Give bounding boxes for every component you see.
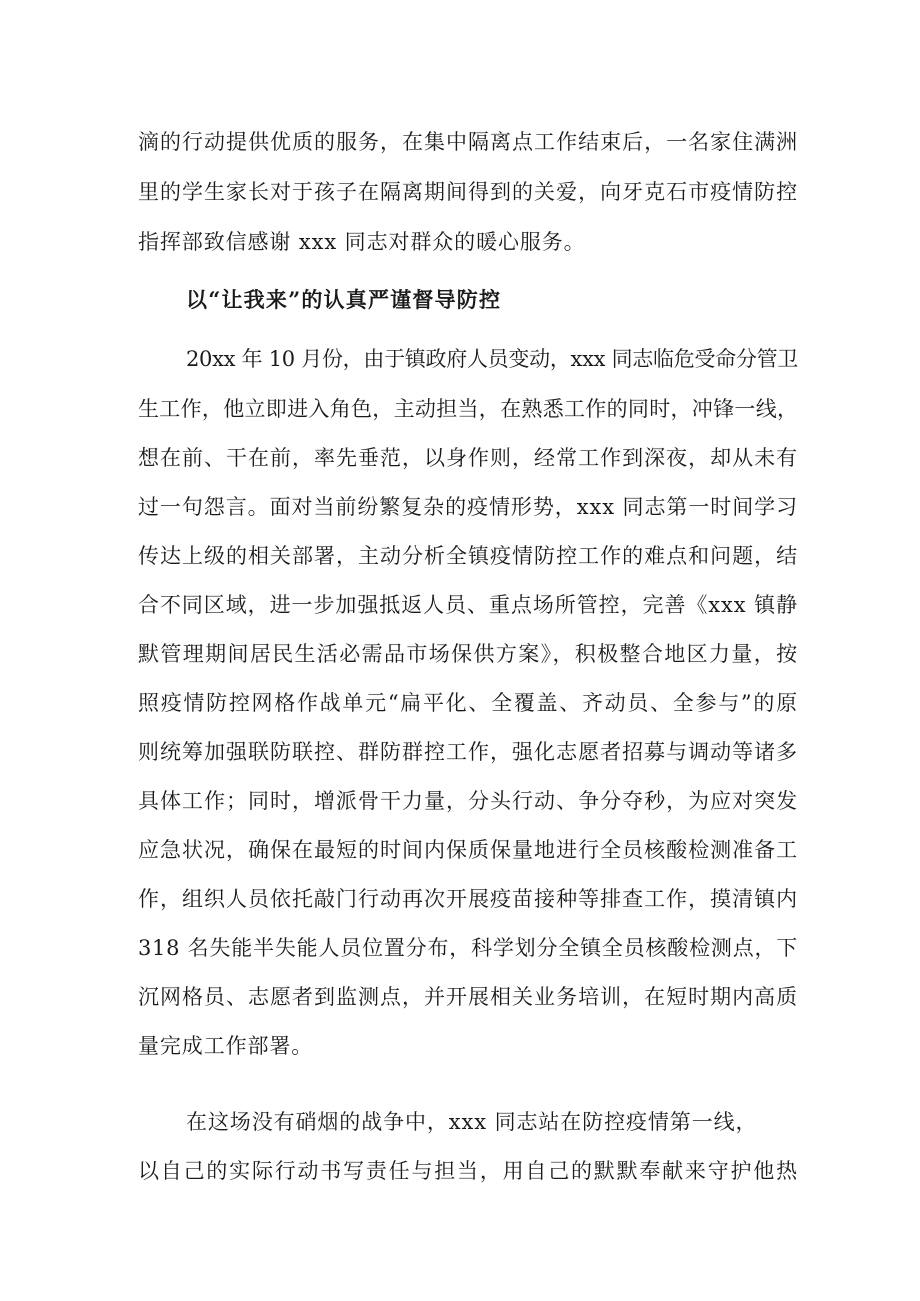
paragraph-line: 滴的行动提供优质的服务，在集中隔离点工作结束后，一名家住满洲 — [138, 130, 798, 154]
paragraph-line: 默管理期间居民生活必需品市场保供方案》，积极整合地区力量，按 — [138, 642, 798, 666]
paragraph-line: 以自己的实际行动书写责任与担当，用自己的默默奉献来守护他热 — [138, 1159, 798, 1183]
paragraph-line: 沉网格员、志愿者到监测点，并开展相关业务培训，在短时期内高质 — [138, 985, 798, 1009]
paragraph-line: 过一句怨言。面对当前纷繁复杂的疫情形势，xxx 同志第一时间学习 — [138, 495, 798, 519]
paragraph-line: 指挥部致信感谢 xxx 同志对群众的暖心服务。 — [138, 230, 586, 254]
paragraph-line: 里的学生家长对于孩子在隔离期间得到的关爱，向牙克石市疫情防控 — [138, 180, 798, 204]
paragraph-line: 应急状况，确保在最短的时间内保质保量地进行全员核酸检测准备工 — [138, 838, 798, 862]
paragraph-line: 合不同区域，进一步加强抵返人员、重点场所管控，完善《xxx 镇静 — [138, 593, 798, 617]
paragraph-line: 生工作，他立即进入角色，主动担当，在熟悉工作的同时，冲锋一线， — [138, 397, 799, 421]
paragraph-line: 量完成工作部署。 — [138, 1034, 314, 1058]
paragraph-line: 318 名失能半失能人员位置分布，科学划分全镇全员核酸检测点，下 — [138, 936, 798, 960]
paragraph-line: 具体工作；同时，增派骨干力量，分头行动、争分夺秒，为应对突发 — [138, 789, 798, 813]
paragraph-line: 照疫情防控网格作战单元“扁平化、全覆盖、齐动员、全参与”的原 — [138, 691, 798, 715]
paragraph-line: 想在前、干在前，率先垂范，以身作则，经常工作到深夜，却从未有 — [138, 446, 798, 470]
paragraph-line: 在这场没有硝烟的战争中，xxx 同志站在防控疫情第一线， — [186, 1110, 758, 1134]
paragraph-line: 20xx 年 10 月份，由于镇政府人员变动，xxx 同志临危受命分管卫 — [186, 347, 798, 371]
paragraph-line: 作，组织人员依托敲门行动再次开展疫苗接种等排查工作，摸清镇内 — [138, 887, 798, 911]
paragraph-line: 传达上级的相关部署，主动分析全镇疫情防控工作的难点和问题，结 — [138, 544, 798, 568]
paragraph-line: 则统筹加强联防联控、群防群控工作，强化志愿者招募与调动等诸多 — [138, 740, 798, 764]
section-heading: 以“让我来”的认真严谨督导防控 — [186, 287, 502, 312]
